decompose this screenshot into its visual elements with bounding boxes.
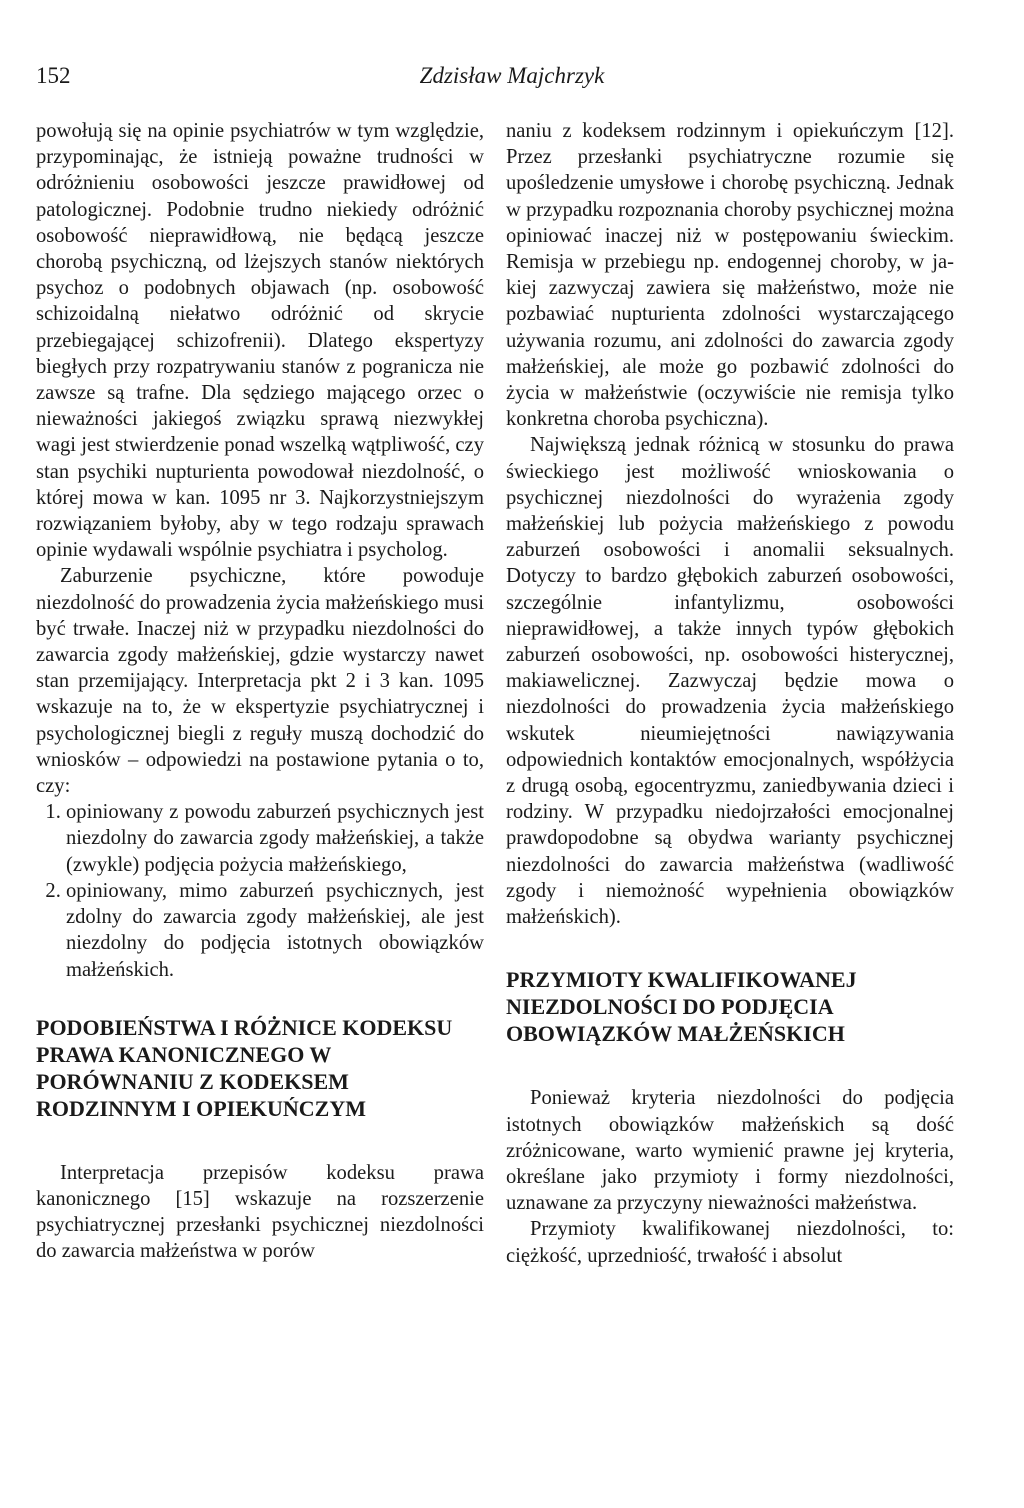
page-number: 152: [36, 63, 71, 88]
list-item: 2. opiniowany, mimo zaburzeń psychicznych, jest zdolny do zawarcia zgody małżeńskiej, ale jest niezdolny do podjęcia istotnych obowiązków małżeńskich.: [66, 878, 484, 983]
paragraph: Zaburzenie psychiczne, które powoduje niezdolność do prowadzenia życia małżeńskiego musi być trwałe. Inaczej niż w przypadku niezdolności do zawarcia zgody małżeńskiej, gdzie wystarczy nawet stan przemijający. Interpretacja pkt 2 i 3 kan. 1095 wskazuje na to, że w ekspertyzie psychiatrycznej i psychologicznej biegli z reguły muszą dochodzić do wniosków – odpowiedzi na postawione pytania o to, czy:: [36, 565, 484, 798]
paragraph: Największą jednak różnicą w stosunku do prawa świeckiego jest możliwość wnioskowania o psychicznej niezdolności do wyrażenia zgody małżeńskiej lub pożycia małżeńskiego z powodu zaburzeń osobowości i anomalii seksualnych. Dotyczy to bardzo głębokich zaburzeń osobowości, szczególnie infantylizmu, osobowości nieprawidłowej, a także innych typów głębokich zaburzeń osobowości, np. osobowości histerycznej, makiawelicznej. Zazwyczaj będzie mowa o niezdolności do prowadzenia życia małżeńskiego wskutek nieumiejętności nawiązywania odpowiednich kontaktów emocjonalnych, współżycia z drugą osobą, egocentryzmu, zaniedbywania dzieci i rodziny. W przypadku niedojrzałości emocjonalnej prawdopodobne są obydwa warianty psychicznej niezdolności do zawarcia małżeństwa (wadliwość zgody i niemożność wypełnienia obowiązków małżeńskich).: [506, 434, 954, 929]
paragraph: Przymioty kwalifikowanej niezdolności, to: ciężkość, uprzedniość, trwałość i absolut: [506, 1218, 954, 1267]
left-column: [36, 118, 484, 1265]
paragraph: powołują się na opinie psychiatrów w tym względzie, przypominając, że istnieją poważne trudności w odróżnieniu osobowości jeszcze prawidłowej od patologicznej. Podobnie trudno niekiedy odróżnić osobowość nieprawidłową, nie będącą jeszcze chorobą psychiczną, od lżejszych stanów niektórych psychoz o podobnych objawach (np. osobowość schizoidalną niełatwo odróżnić od skrycie przebiegającej schizofrenii). Dlatego ekspertyzy biegłych przy rozpatrywaniu stanów z pogranicza nie zawsze są trafne. Dla sędziego mającego orzec o nieważności jakiegoś związku sprawą niezwykłej wagi jest stwierdzenie ponad wszelką wątpliwość, czy stan psychiki nupturienta powodował niezdolność, o której mowa w kan. 1095 nr 3. Najkorzystniejszym rozwiązaniem byłoby, aby w tego rodzaju sprawach opinie wydawali wspólnie psychiatra i psycholog.: [36, 120, 484, 562]
section-heading: PODOBIEŃSTWA I RÓŻNICE KODEKSU PRAWA KANONICZNEGO W PORÓWNANIU Z KODEKSEM RODZINNYM I OPIEKUŃCZYM: [36, 1014, 453, 1121]
paragraph: Interpretacja przepisów kodeksu prawa kanonicznego [15] wskazuje na rozszerzenie psychiatrycznej przesłanki psychicznej niezdolności do zawarcia małżeństwa w porów: [36, 1161, 484, 1263]
right-column: [506, 118, 954, 1269]
paragraph: naniu z kodeksem rodzinnym i opiekuńczym [12]. Przez przesłanki psychiatryczne rozumie się upośledzenie umysłowe i chorobę psychiczną. Jednak w przypadku rozpoznania choroby psychicznej można opiniować inaczej niż w postępowaniu świeckim. Remisja w przebiegu np. endogennej choroby, w jakiej zazwyczaj zawiera się małżeństwo, może nie pozbawiać nupturienta zdolności wystarczającego używania rozumu, ani zdolności do zawarcia zgody małżeńskiej, ale może go pozbawić zdolności do życia w małżeństwie (oczywiście nie remisja tylko konkretna choroba psychiczna).: [506, 120, 954, 431]
running-head: [36, 63, 988, 93]
numbered-list: [36, 799, 484, 982]
list-item: 1. opiniowany z powodu zaburzeń psychicznych jest niezdolny do zawarcia zgody małżeńskiej, a także (zwykle) podjęcia pożycia małżeńskiego,: [66, 799, 484, 878]
running-title: Zdzisław Majchrzyk: [419, 63, 605, 88]
paragraph: Ponieważ kryteria niezdolności do podjęcia istotnych obowiązków małżeńskich są dość zróżnicowane, warto wymienić prawne jej kryteria, określane jako przymioty i formy niezdolności, uznawane za przyczyny nieważności małżeństwa.: [506, 1087, 954, 1215]
section-heading: PRZYMIOTY KWALIFIKOWANEJ NIEZDOLNOŚCI DO PODJĘCIA OBOWIĄZKÓW MAŁŻEŃSKICH: [506, 967, 857, 1047]
